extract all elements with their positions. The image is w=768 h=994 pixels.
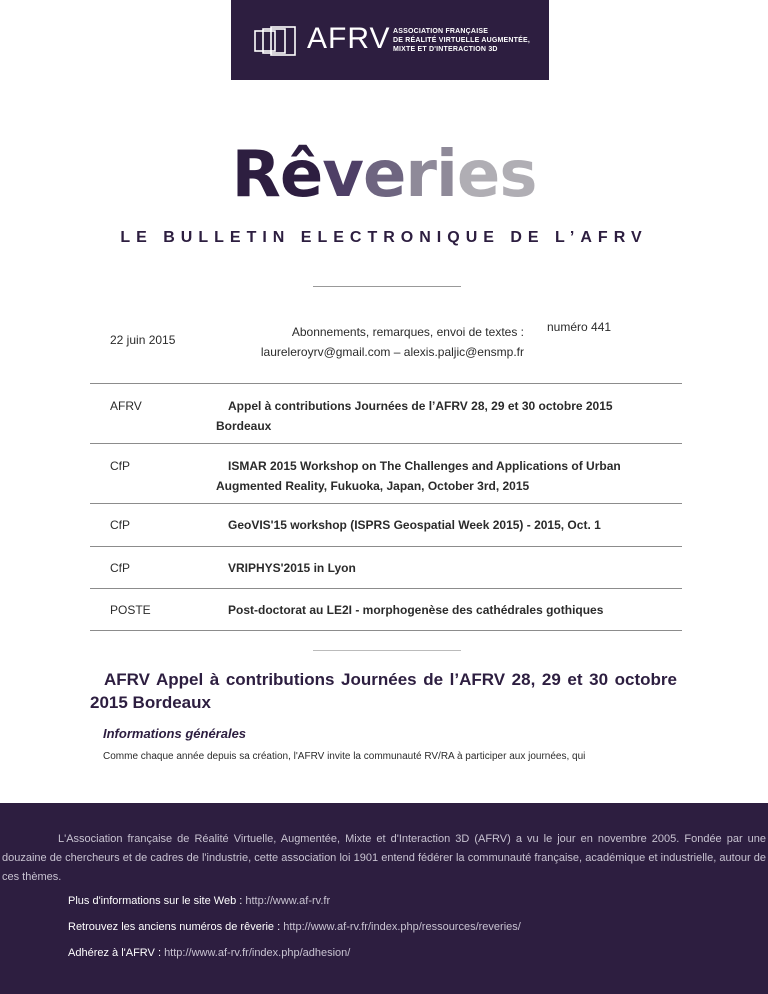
archives-link[interactable]: http://www.af-rv.fr/index.php/ressources/reveries/ <box>283 921 521 933</box>
toc-tag: CfP <box>110 561 131 575</box>
toc-divider <box>90 546 682 547</box>
article-subheading: Informations générales <box>103 726 247 741</box>
toc-entry-title[interactable]: Appel à contributions Journées de l’AFRV 28, 29 et 30 octobre 2015 Bordeaux <box>216 399 613 433</box>
divider <box>313 650 461 651</box>
footer-about: L'Association française de Réalité Virtuelle, Augmentée, Mixte et d'Interaction 3D (AFRV) a vu le jour en novembre 2005. Fondée par une douzaine de chercheurs et de cadres de l'industrie, cette association loi 1901 entend fédérer la communauté française, académique et industrielle, autour de ces thèmes. <box>2 833 766 883</box>
toc-tag: CfP <box>110 518 131 532</box>
footer-link-membership: Adhérez à l'AFRV : http://www.af-rv.fr/index.php/adhesion/ <box>68 947 351 959</box>
toc-tag: POSTE <box>110 603 151 617</box>
contact-info: Abonnements, remarques, envoi de textes : laureleroyrv@gmail.com – alexis.paljic@ensmp.fr <box>260 325 524 359</box>
toc-entry-title[interactable]: Post-doctorat au LE2I - morphogenèse des cathédrales gothiques <box>228 603 604 617</box>
footer <box>0 803 768 994</box>
masthead-title: Rêveries <box>231 138 537 212</box>
toc-divider <box>90 383 682 384</box>
overlapping-squares-icon <box>253 26 301 56</box>
toc-entry-title[interactable]: ISMAR 2015 Workshop on The Challenges and Applications of Urban Augmented Reality, Fukuoka, Japan, October 3rd, 2015 <box>216 459 621 493</box>
issue-date: 22 juin 2015 <box>110 333 176 347</box>
toc-entry-title[interactable]: GeoVIS'15 workshop (ISPRS Geospatial Week 2015) - 2015, Oct. 1 <box>228 518 601 532</box>
website-link[interactable]: http://www.af-rv.fr <box>245 895 331 907</box>
bulletin-subtitle: LE BULLETIN ELECTRONIQUE DE L’AFRV <box>120 229 648 246</box>
membership-link[interactable]: http://www.af-rv.fr/index.php/adhesion/ <box>164 947 351 959</box>
toc-divider <box>90 443 682 444</box>
toc-entry-title[interactable]: VRIPHYS'2015 in Lyon <box>228 561 356 575</box>
divider <box>313 286 461 287</box>
issue-number: numéro 441 <box>547 320 612 334</box>
article-heading: AFRV Appel à contributions Journées de l’AFRV 28, 29 et 30 octobre 2015 Bordeaux <box>90 670 677 712</box>
toc-divider <box>90 588 682 589</box>
logo-acronym: AFRV <box>307 22 391 55</box>
logo-tagline: ASSOCIATION FRANÇAISE DE RÉALITÉ VIRTUELLE AUGMENTÉE, MIXTE ET D'INTERACTION 3D <box>393 28 531 53</box>
afrv-logo <box>231 0 549 80</box>
footer-link-archives: Retrouvez les anciens numéros de rêverie : http://www.af-rv.fr/index.php/ressources/reveries/ <box>68 921 521 933</box>
toc-tag: CfP <box>110 459 131 473</box>
toc-tag: AFRV <box>110 399 142 413</box>
footer-link-website: Plus d'informations sur le site Web : http://www.af-rv.fr <box>68 895 331 907</box>
toc-divider <box>90 630 682 631</box>
article-body: Comme chaque année depuis sa création, l'AFRV invite la communauté RV/RA à participer aux journées, qui <box>103 751 586 762</box>
toc-divider <box>90 503 682 504</box>
